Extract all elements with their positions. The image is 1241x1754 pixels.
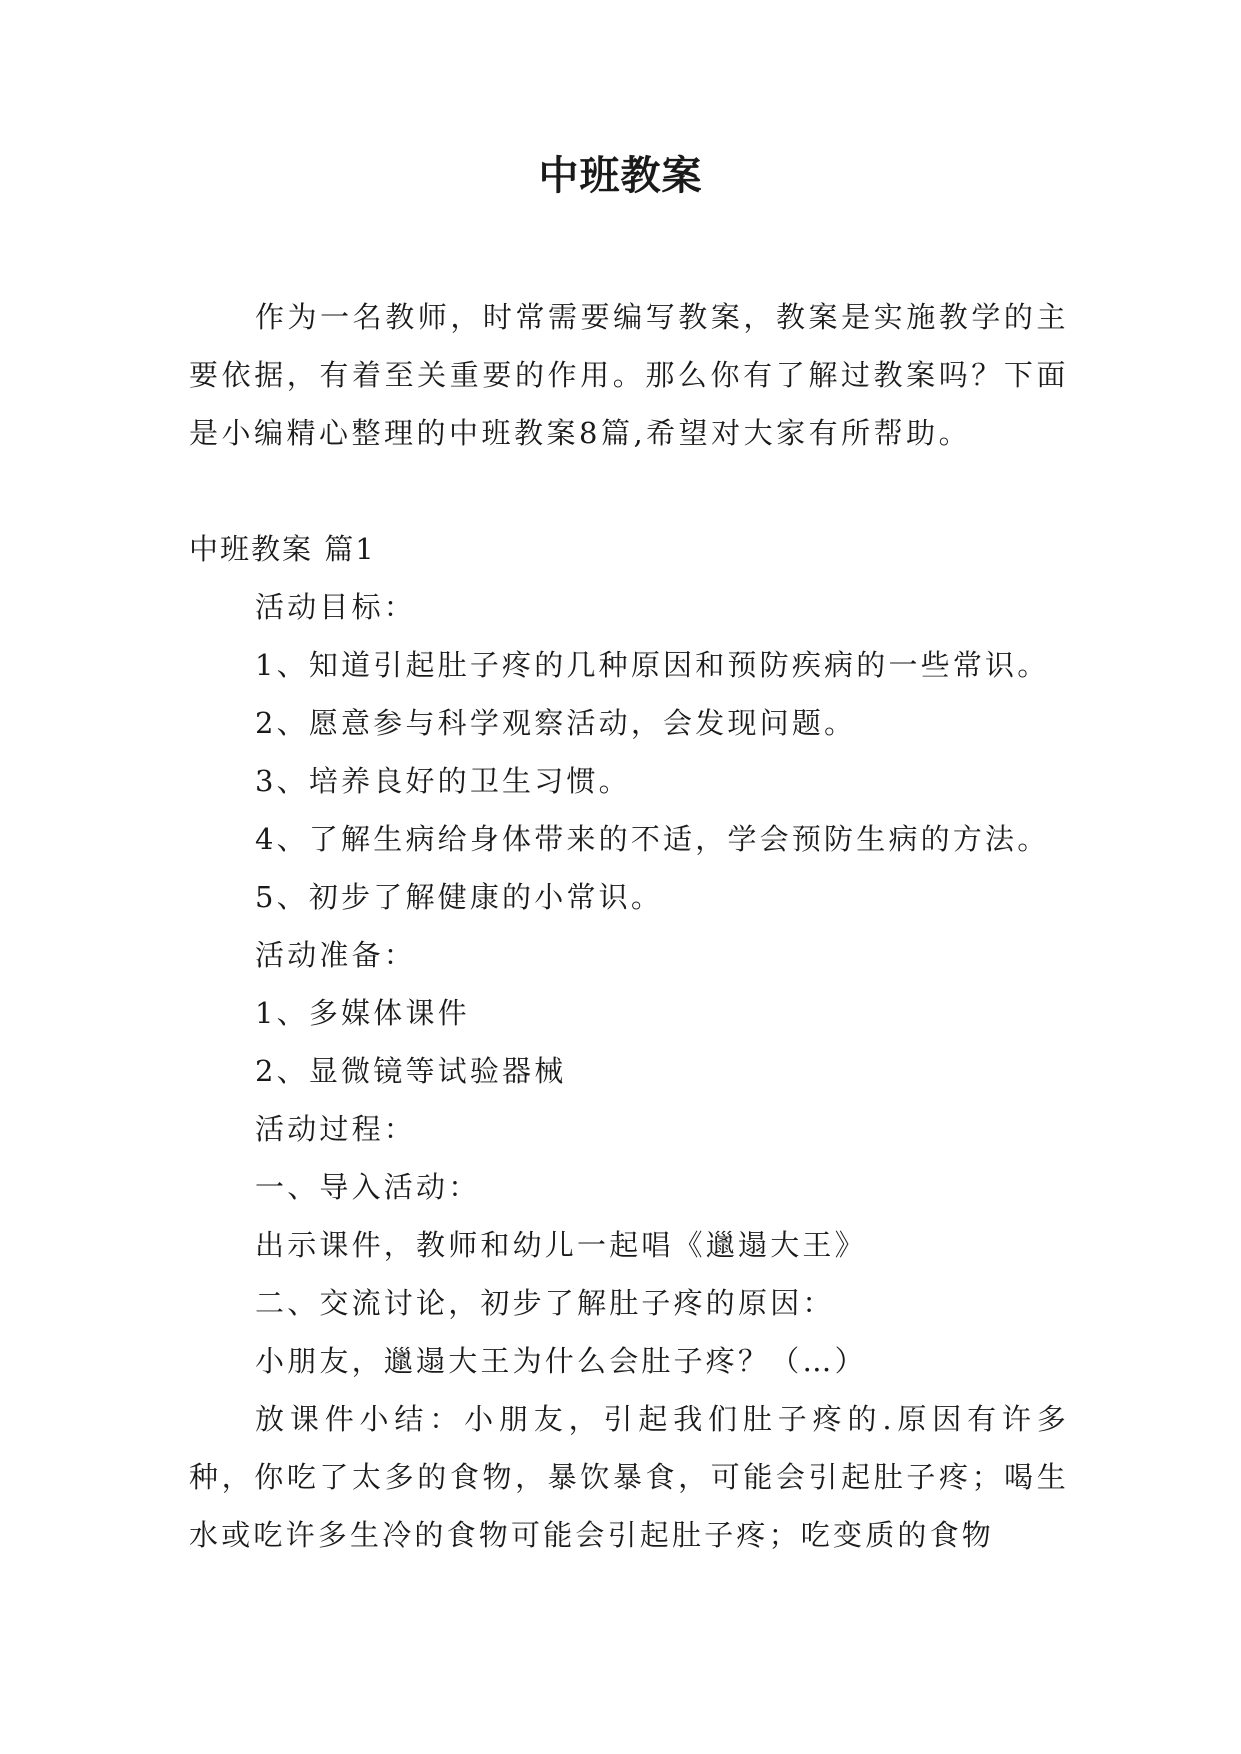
body-paragraph: 二、交流讨论，初步了解肚子疼的原因：	[255, 1286, 835, 1320]
body-paragraph: 3、培养良好的卫生习惯。	[255, 764, 631, 798]
intro-paragraph: 作为一名教师，时常需要编写教案，教案是实施教学的主要依据，有着至关重要的作用。那么你有了解过教案吗？下面是小编精心整理的中班教案8篇,希望对大家有所帮助。	[189, 300, 1069, 450]
body-paragraph: 活动过程：	[255, 1112, 417, 1146]
body-paragraph: 4、了解生病给身体带来的不适，学会预防生病的方法。	[255, 822, 1050, 856]
body-paragraph: 2、显微镜等试验器械	[255, 1054, 567, 1088]
body-paragraph: 2、愿意参与科学观察活动，会发现问题。	[255, 706, 857, 740]
page-title: 中班教案	[538, 152, 703, 199]
body-paragraph: 5、初步了解健康的小常识。	[255, 880, 664, 914]
body-paragraph: 一、导入活动：	[255, 1170, 481, 1204]
body-paragraph: 1、知道引起肚子疼的几种原因和预防疾病的一些常识。	[255, 648, 1050, 682]
lesson-body	[189, 578, 1069, 1564]
body-paragraph: 小朋友，邋遢大王为什么会肚子疼？（…）	[255, 1344, 867, 1378]
body-paragraph: 活动准备：	[255, 938, 417, 972]
body-paragraph: 出示课件，教师和幼儿一起唱《邋遢大王》	[255, 1228, 867, 1262]
body-paragraph: 活动目标：	[255, 590, 417, 624]
section-heading: 中班教案 篇1	[189, 532, 376, 566]
body-paragraph: 1、多媒体课件	[255, 996, 470, 1030]
body-paragraph: 放课件小结：小朋友，引起我们肚子疼的.原因有许多种，你吃了太多的食物，暴饮暴食，可能会引起肚子疼；喝生水或吃许多生冷的食物可能会引起肚子疼；吃变质的食物	[189, 1402, 1069, 1552]
